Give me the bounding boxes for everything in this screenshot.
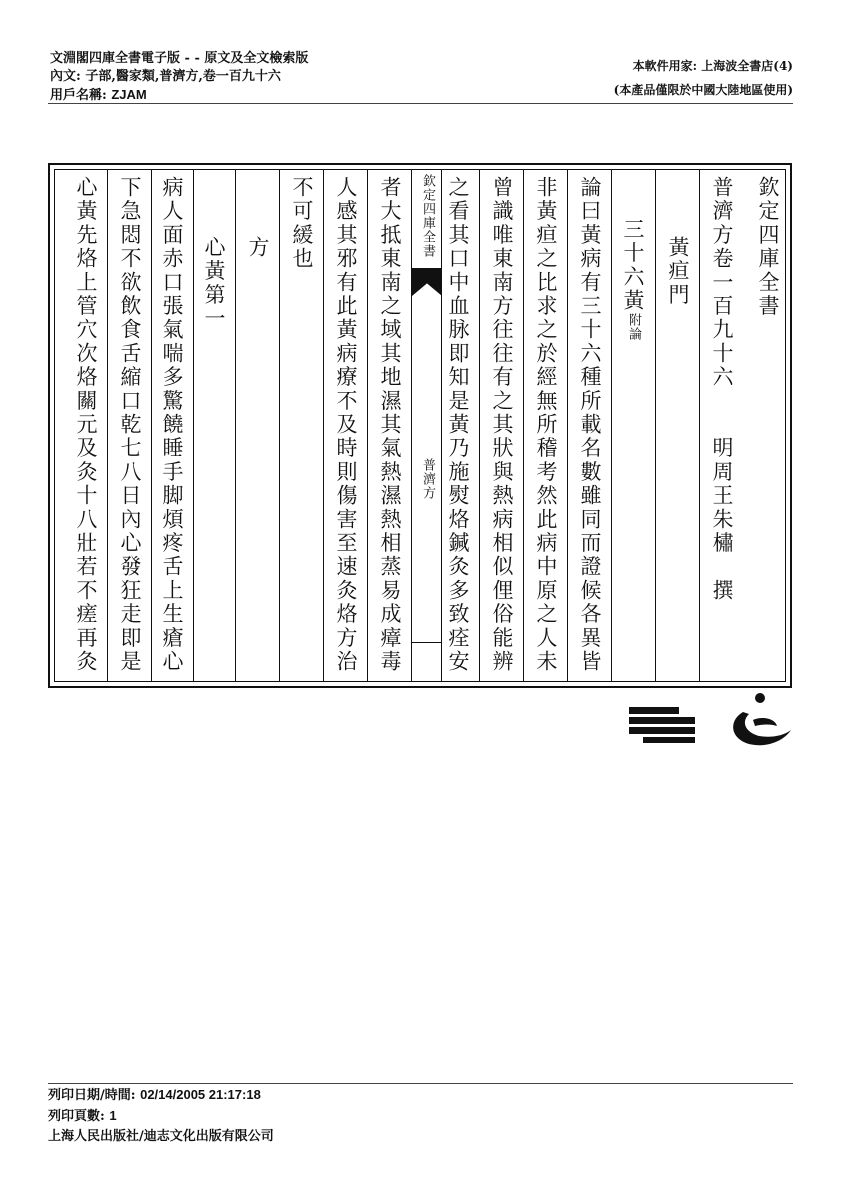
print-pages-value: 1 — [109, 1108, 117, 1123]
header-title: 文淵閣四庫全書電子版 - - 原文及全文檢索版 — [50, 51, 309, 66]
scanned-page — [48, 163, 792, 688]
footer-divider — [48, 1083, 793, 1084]
logo-bar-4 — [643, 737, 695, 743]
text-column-6: 非黃疸之比求之於經無所稽考然此病中原之人未 — [523, 170, 567, 681]
text-column-11: 不可緩也 — [279, 170, 323, 681]
text-column-16: 心黃先烙上管穴次烙關元及灸十八壯若不瘥再灸 — [74, 176, 98, 674]
seal-logo — [625, 690, 795, 752]
text-column-2: 普濟方卷一百九十六 明周王朱橚 撰 — [699, 170, 743, 681]
logo-bar-1 — [629, 707, 679, 714]
header-user-label: 用戶名稱: — [50, 88, 107, 103]
fold-book-name: 普濟方 — [420, 458, 435, 500]
text-column-9: 者大抵東南之域其地濕其氣熱濕熱相蒸易成瘴毒 — [367, 170, 411, 681]
text-column-15: 下急悶不欲飲食舌縮口乾七八日內心發狂走即是 — [107, 170, 151, 681]
text-column-14: 病人面赤口張氣喘多驚饒睡手脚煩疼舌上生瘡心 — [151, 170, 193, 681]
license-user: 本軟件用家: 上海波全書店(4) — [632, 59, 793, 73]
text-column-3: 黃疸門 — [655, 170, 699, 681]
page-frame — [54, 169, 786, 682]
logo-swirl — [733, 712, 791, 745]
publisher-credit: 上海人民出版社/迪志文化出版有限公司 — [48, 1129, 274, 1144]
print-pages-label: 列印頁數: — [48, 1109, 105, 1124]
document-header — [50, 50, 308, 105]
text-column-5: 論曰黃病有三十六種所載名數雖同而證候各異皆 — [567, 170, 611, 681]
text-column-10: 人感其邪有此黃病療不及時則傷害至速灸烙方治 — [323, 170, 367, 681]
logo-bar-3 — [629, 727, 695, 734]
text-column-4 — [611, 170, 655, 681]
license-notice — [614, 54, 793, 102]
print-datetime — [48, 1085, 274, 1106]
print-datetime-value: 02/14/2005 21:17:18 — [140, 1087, 261, 1102]
logo-swirl-inner — [753, 718, 777, 726]
text-column-7: 曾識唯東南方往往有之其狀與熱病相似俚俗能辨 — [479, 170, 523, 681]
fold-title: 欽定四庫全書 — [420, 174, 435, 258]
section-title: 三十六黃 — [621, 218, 645, 313]
header-divider — [48, 103, 793, 104]
header-user-name: ZJAM — [111, 87, 147, 102]
annotation-note: 附論 — [626, 312, 641, 341]
fold-bottom-line — [412, 642, 442, 643]
print-datetime-label: 列印日期/時間: — [48, 1088, 136, 1103]
print-pages — [48, 1106, 274, 1127]
text-column-13: 心黃第一 — [193, 170, 235, 681]
logo-bar-2 — [629, 717, 695, 724]
text-column-12: 方 — [235, 170, 279, 681]
text-column-1: 欽定四庫全書 — [756, 176, 780, 319]
fishtail-mark — [412, 268, 442, 296]
license-region: (本產品僅限於中國大陸地區使用) — [613, 83, 793, 97]
print-footer — [48, 1085, 274, 1147]
page-fold-column — [411, 170, 441, 681]
logo-dot — [755, 693, 765, 703]
header-content-path: 內文: 子部,醫家類,普濟方,卷一百九十六 — [50, 69, 281, 84]
text-column-8: 之看其口中血脉即知是黃乃施熨烙鍼灸多致痊安 — [441, 170, 479, 681]
